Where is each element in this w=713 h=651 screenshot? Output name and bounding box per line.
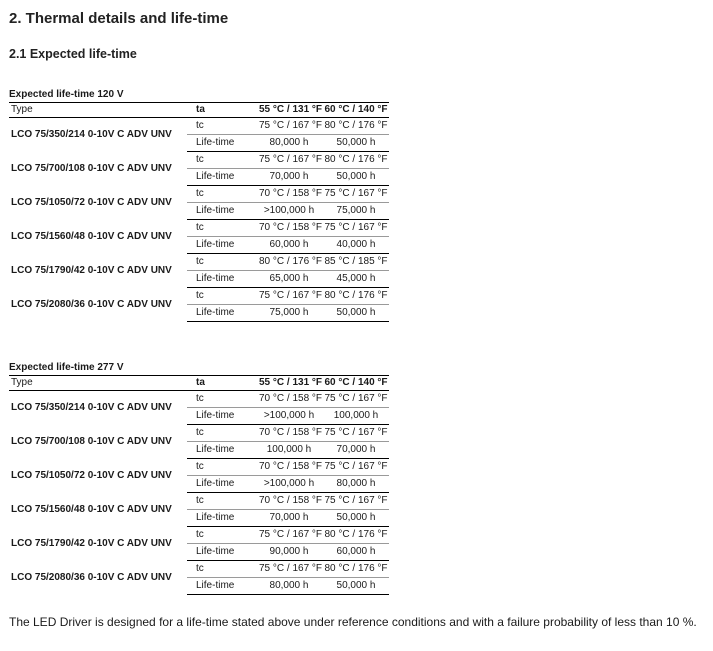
lifetime-row [187,237,389,254]
lifetime-value-60: 70,000 h [336,444,376,455]
lifetime-row [187,510,389,527]
header-type: Type [11,377,33,388]
lifetime-value-55: 65,000 h [269,273,309,284]
tc-row [187,118,389,135]
lifetime-value-55: 80,000 h [269,580,309,591]
lifetime-label: Life-time [196,444,235,455]
product-name: LCO 75/1560/48 0-10V C ADV UNV [11,504,172,515]
tc-row [187,186,389,203]
tc-value-60: 75 °C / 167 °F [324,461,388,472]
lifetime-value-60: 50,000 h [336,307,376,318]
tc-row [187,459,389,476]
tc-label: tc [196,256,204,267]
table-header [9,376,389,391]
tc-row [187,391,389,408]
tc-label: tc [196,427,204,438]
tc-value-60: 85 °C / 185 °F [324,256,388,267]
lifetime-value-55: 70,000 h [269,512,309,523]
lifetime-value-55: 90,000 h [269,546,309,557]
lifetime-value-60: 100,000 h [333,410,379,421]
product-name: LCO 75/1050/72 0-10V C ADV UNV [11,470,172,481]
lifetime-label: Life-time [196,410,235,421]
lifetime-label: Life-time [196,580,235,591]
lifetime-label: Life-time [196,171,235,182]
header-temp-55: 55 °C / 131 °F [259,377,323,388]
table-title: Expected life-time 120 V [9,88,389,103]
tc-value-55: 70 °C / 158 °F [259,222,323,233]
lifetime-value-55: 70,000 h [269,171,309,182]
table-row [9,561,389,595]
tc-value-60: 75 °C / 167 °F [324,427,388,438]
tc-value-55: 75 °C / 167 °F [259,154,323,165]
table-row [9,493,389,527]
footnote: The LED Driver is designed for a life-time stated above under reference conditions and with a failure probability of less than 10 %. [9,615,697,629]
lifetime-label: Life-time [196,307,235,318]
lifetime-label: Life-time [196,273,235,284]
tc-row [187,254,389,271]
product-name: LCO 75/1560/48 0-10V C ADV UNV [11,231,172,242]
product-name: LCO 75/1790/42 0-10V C ADV UNV [11,538,172,549]
lifetime-row [187,271,389,288]
lifetime-row [187,169,389,186]
tc-label: tc [196,529,204,540]
header-temp-60: 60 °C / 140 °F [324,104,388,115]
lifetime-value-60: 50,000 h [336,171,376,182]
tc-value-55: 75 °C / 167 °F [259,290,323,301]
tc-label: tc [196,188,204,199]
tc-value-60: 80 °C / 176 °F [324,154,388,165]
tc-value-60: 75 °C / 167 °F [324,495,388,506]
tc-row [187,220,389,237]
table-title: Expected life-time 277 V [9,361,389,376]
lifetime-value-60: 50,000 h [336,137,376,148]
lifetime-value-60: 45,000 h [336,273,376,284]
tc-value-60: 75 °C / 167 °F [324,188,388,199]
tc-value-55: 75 °C / 167 °F [259,529,323,540]
header-ta: ta [196,104,205,115]
product-name: LCO 75/350/214 0-10V C ADV UNV [11,129,172,140]
table-row [9,425,389,459]
product-name: LCO 75/2080/36 0-10V C ADV UNV [11,299,172,310]
tc-label: tc [196,393,204,404]
header-ta: ta [196,377,205,388]
tc-label: tc [196,495,204,506]
table-row [9,391,389,425]
product-name: LCO 75/1790/42 0-10V C ADV UNV [11,265,172,276]
product-name: LCO 75/1050/72 0-10V C ADV UNV [11,197,172,208]
product-name: LCO 75/700/108 0-10V C ADV UNV [11,436,172,447]
lifetime-row [187,305,389,322]
table-row [9,220,389,254]
lifetime-label: Life-time [196,512,235,523]
lifetime-value-60: 75,000 h [336,205,376,216]
lifetime-table-120v [9,88,389,322]
lifetime-row [187,408,389,425]
lifetime-row [187,135,389,152]
header-type: Type [11,104,33,115]
tc-value-55: 70 °C / 158 °F [259,495,323,506]
lifetime-row [187,442,389,459]
lifetime-label: Life-time [196,137,235,148]
tc-row [187,493,389,510]
tc-value-55: 75 °C / 167 °F [259,120,323,131]
tc-row [187,527,389,544]
lifetime-label: Life-time [196,478,235,489]
product-name: LCO 75/350/214 0-10V C ADV UNV [11,402,172,413]
header-temp-60: 60 °C / 140 °F [324,377,388,388]
lifetime-value-60: 80,000 h [336,478,376,489]
lifetime-value-55: 100,000 h [266,444,312,455]
tc-value-55: 70 °C / 158 °F [259,427,323,438]
tc-row [187,561,389,578]
subsection-title: 2.1 Expected life-time [9,47,137,61]
tc-label: tc [196,290,204,301]
lifetime-value-60: 60,000 h [336,546,376,557]
table-row [9,527,389,561]
lifetime-row [187,203,389,220]
tc-value-55: 70 °C / 158 °F [259,461,323,472]
tc-value-60: 80 °C / 176 °F [324,529,388,540]
lifetime-label: Life-time [196,546,235,557]
tc-value-60: 75 °C / 167 °F [324,393,388,404]
tc-label: tc [196,563,204,574]
table-row [9,459,389,493]
table-header [9,103,389,118]
table-row [9,186,389,220]
tc-value-55: 70 °C / 158 °F [259,188,323,199]
section-title: 2. Thermal details and life-time [9,10,229,27]
tc-row [187,425,389,442]
lifetime-label: Life-time [196,205,235,216]
table-row [9,254,389,288]
tc-label: tc [196,222,204,233]
lifetime-value-60: 50,000 h [336,580,376,591]
tc-value-60: 75 °C / 167 °F [324,222,388,233]
tc-row [187,152,389,169]
table-row [9,152,389,186]
lifetime-value-55: 60,000 h [269,239,309,250]
header-temp-55: 55 °C / 131 °F [259,104,323,115]
table-body [9,391,389,595]
lifetime-value-55: 80,000 h [269,137,309,148]
lifetime-value-55: >100,000 h [263,478,315,489]
table-body [9,118,389,322]
tc-value-60: 80 °C / 176 °F [324,563,388,574]
table-row [9,118,389,152]
tc-value-60: 80 °C / 176 °F [324,290,388,301]
tc-label: tc [196,154,204,165]
tc-value-55: 70 °C / 158 °F [259,393,323,404]
tc-value-55: 75 °C / 167 °F [259,563,323,574]
lifetime-label: Life-time [196,239,235,250]
product-name: LCO 75/700/108 0-10V C ADV UNV [11,163,172,174]
lifetime-value-55: >100,000 h [263,410,315,421]
lifetime-table-277v [9,361,389,595]
lifetime-row [187,476,389,493]
lifetime-row [187,578,389,595]
table-row [9,288,389,322]
lifetime-value-60: 50,000 h [336,512,376,523]
lifetime-value-60: 40,000 h [336,239,376,250]
tc-label: tc [196,461,204,472]
lifetime-value-55: >100,000 h [263,205,315,216]
tc-label: tc [196,120,204,131]
tc-value-55: 80 °C / 176 °F [259,256,323,267]
tc-value-60: 80 °C / 176 °F [324,120,388,131]
lifetime-value-55: 75,000 h [269,307,309,318]
lifetime-row [187,544,389,561]
tc-row [187,288,389,305]
product-name: LCO 75/2080/36 0-10V C ADV UNV [11,572,172,583]
